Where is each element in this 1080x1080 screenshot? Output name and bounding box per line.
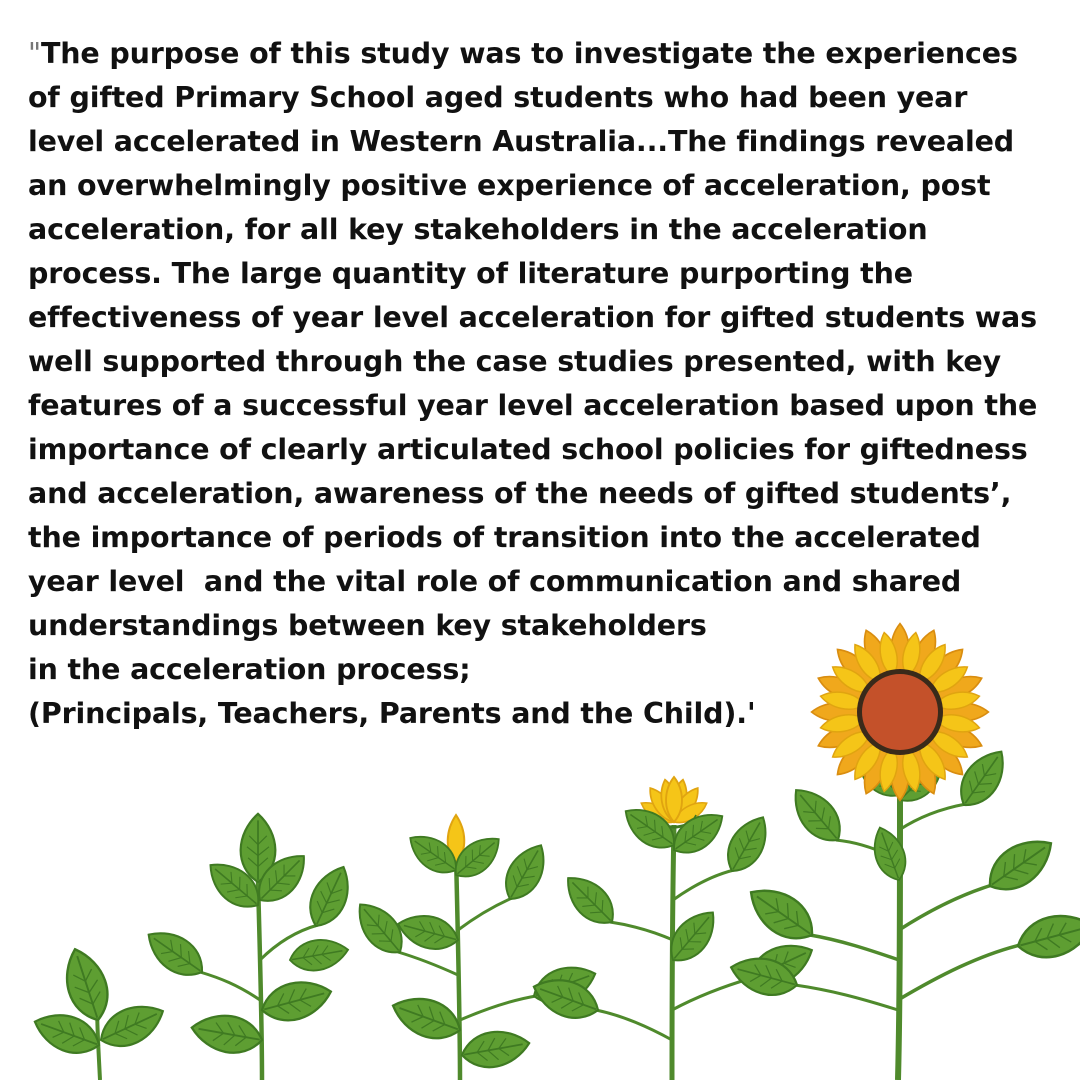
budding-plant	[348, 815, 601, 1080]
quote-line-1: "The purpose of this study was to investigate the experiences	[28, 37, 1018, 70]
quote-line-4: an overwhelmingly positive experience of acceleration, post	[28, 169, 991, 202]
quote-line-3: level accelerated in Western Australia...The findings revealed	[28, 125, 1015, 158]
young-plant	[139, 814, 358, 1080]
opening-flower-plant	[528, 777, 819, 1080]
quote-line-15: in the acceleration process;	[28, 653, 471, 686]
quote-line-12: the importance of periods of transition into the accelerated	[28, 521, 981, 554]
quote-line-11: and acceleration, awareness of the needs of gifted students’,	[28, 477, 1012, 510]
quote-line-5: acceleration, for all key stakeholders in the acceleration	[28, 213, 928, 246]
quote-text	[28, 32, 1068, 736]
quote-line-13: year level and the vital role of communication and shared	[28, 565, 962, 598]
quote-line-16: (Principals, Teachers, Parents and the Child).'	[28, 697, 756, 730]
quote-line-6: process. The large quantity of literature purporting the	[28, 257, 913, 290]
quote-line-10: importance of clearly articulated school policies for giftedness	[28, 433, 1028, 466]
quote-line-8: well supported through the case studies presented, with key	[28, 345, 1001, 378]
quote-line-9: features of a successful year level acceleration based upon the	[28, 389, 1038, 422]
flower-bud	[448, 815, 465, 862]
opening-flower	[638, 777, 710, 828]
quote-line-2: of gifted Primary School aged students who had been year	[28, 81, 968, 114]
seedling-plant	[29, 943, 170, 1080]
quote-line-7: effectiveness of year level acceleration for gifted students was	[28, 301, 1037, 334]
quote-open-mark: "	[28, 37, 41, 70]
quote-line-14: understandings between key stakeholders	[28, 609, 707, 642]
